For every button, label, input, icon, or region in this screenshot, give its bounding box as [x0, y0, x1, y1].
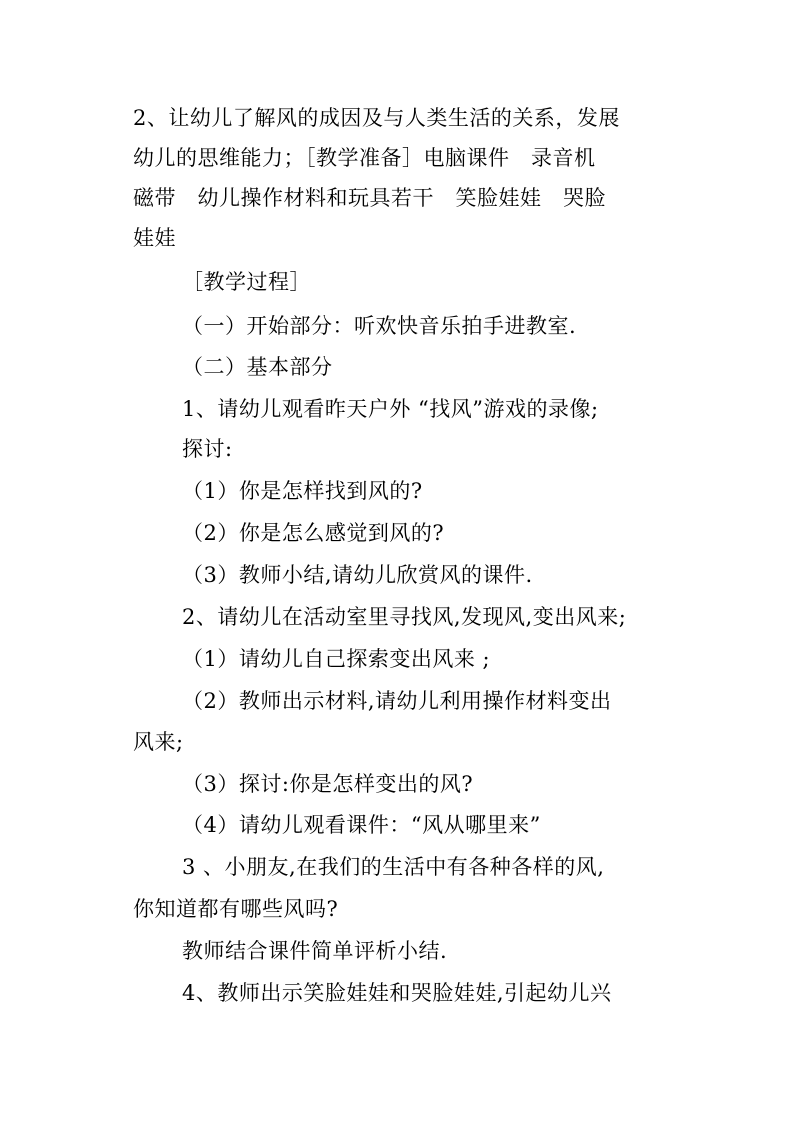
text-line: 探讨: — [182, 437, 233, 461]
text-line: 3 、小朋友,在我们的生活中有各种各样的风, — [182, 855, 605, 879]
text-line: 磁带 幼儿操作材料和玩具若干 笑脸娃娃 哭脸 — [133, 186, 606, 210]
text-line: （一）开始部分：听欢快音乐拍手进教室. — [182, 314, 577, 338]
text-line: 2、让幼儿了解风的成因及与人类生活的关系，发展 — [133, 106, 620, 130]
text-line: （2）教师出示材料,请幼儿利用操作材料变出 — [182, 689, 612, 713]
section-heading: ［教学过程］ — [182, 270, 311, 294]
text-line: 1、请幼儿观看昨天户外 “找风”游戏的录像; — [182, 397, 599, 421]
text-line: （3）教师小结,请幼儿欣赏风的课件. — [182, 563, 533, 587]
text-line: 2、请幼儿在活动室里寻找风,发现风,变出风来; — [182, 605, 627, 629]
text-line: （2）你是怎么感觉到风的? — [182, 521, 445, 545]
text-line: 幼儿的思维能力；［教学准备］电脑课件 录音机 — [133, 146, 596, 170]
text-line: （1）你是怎样找到风的? — [182, 479, 423, 503]
text-line: 风来; — [133, 730, 184, 754]
text-line: 你知道都有哪些风吗? — [133, 897, 339, 921]
text-line: （4）请幼儿观看课件：“风从哪里来” — [182, 813, 541, 837]
section-heading: （二）基本部分 — [182, 355, 333, 379]
text-line: （3）探讨:你是怎样变出的风? — [182, 772, 474, 796]
text-line: 教师结合课件简单评析小结. — [182, 939, 448, 963]
text-line: （1）请幼儿自己探索变出风来 ; — [182, 647, 491, 671]
text-line: 娃娃 — [133, 226, 176, 250]
text-line: 4、教师出示笑脸娃娃和哭脸娃娃,引起幼儿兴 — [182, 981, 612, 1005]
